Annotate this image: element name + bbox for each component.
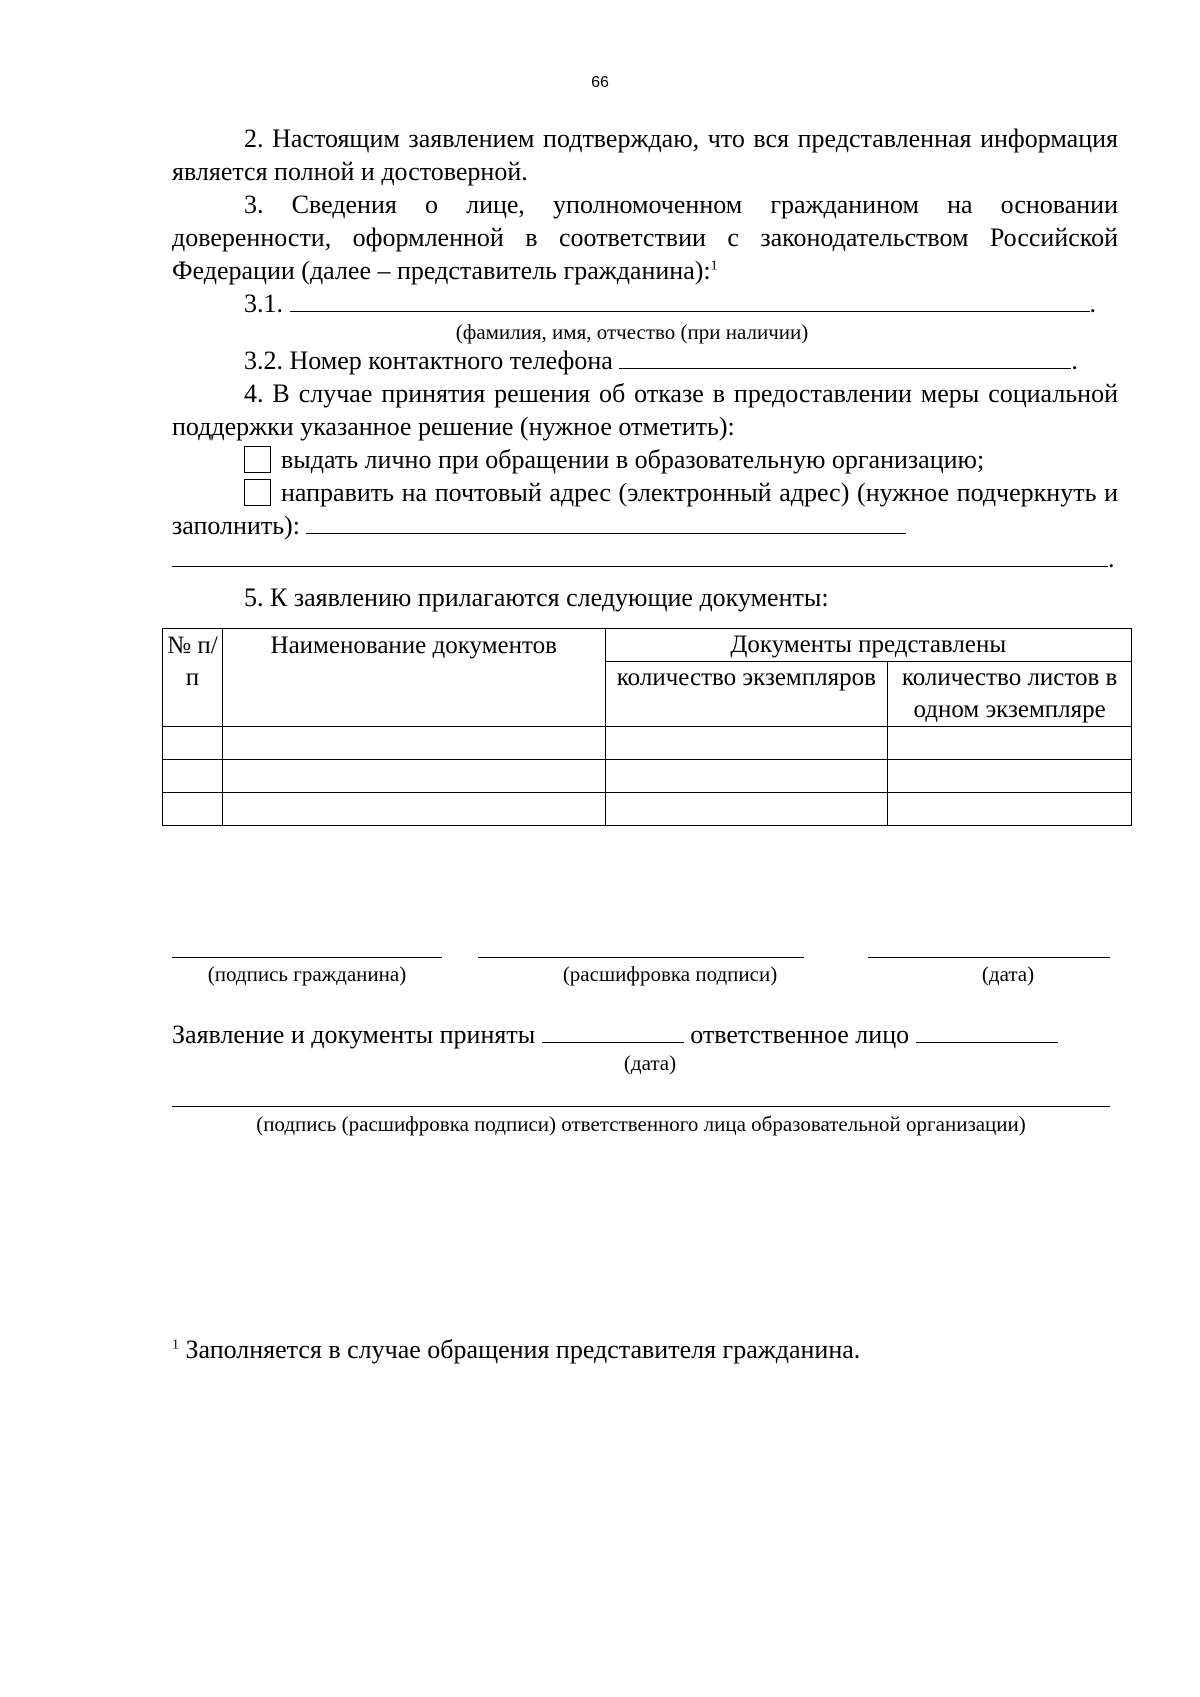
item-3-2-row: 3.2. Номер контактного телефона . bbox=[244, 346, 1078, 375]
table-cell[interactable] bbox=[222, 793, 605, 826]
responsible-field[interactable] bbox=[916, 1018, 1058, 1043]
item-4-text: 4. В случае принятия решения об отказе в предоставлении меры социальной поддержки указанное решение (нужное отметить): bbox=[172, 379, 1118, 441]
date-caption: (дата) bbox=[981, 962, 1035, 986]
signature-decoding-line[interactable] bbox=[478, 957, 804, 958]
phone-field[interactable] bbox=[619, 344, 1071, 369]
page-number: 66 bbox=[591, 74, 609, 91]
table-cell[interactable] bbox=[605, 727, 888, 760]
table-cell[interactable] bbox=[888, 760, 1132, 793]
option-2-label: направить на почтовый адрес (электронный адрес) (нужное подчеркнуть и заполнить): bbox=[172, 478, 1118, 540]
documents-table bbox=[162, 628, 1132, 826]
item-3-2-label: 3.2. Номер контактного телефона bbox=[244, 346, 613, 375]
official-signature-caption: (подпись (расшифровка подписи) ответственного лица образовательной организации) bbox=[256, 1112, 1026, 1136]
item-3-1-label: 3.1. bbox=[244, 289, 283, 318]
responsible-label: ответственное лицо bbox=[690, 1020, 910, 1049]
accepted-date-caption: (дата) bbox=[623, 1051, 677, 1075]
table-cell[interactable] bbox=[222, 760, 605, 793]
signature-decoding-caption: (расшифровка подписи) bbox=[562, 962, 778, 986]
table-cell[interactable] bbox=[163, 793, 223, 826]
table-cell[interactable] bbox=[888, 727, 1132, 760]
footnote-text: Заполняется в случае обращения представителя гражданина. bbox=[185, 1335, 861, 1364]
date-line[interactable] bbox=[868, 957, 1110, 958]
option-1-checkbox[interactable] bbox=[244, 446, 271, 473]
option-1-row bbox=[172, 443, 1118, 476]
option-2-checkbox[interactable] bbox=[244, 479, 271, 506]
table-row bbox=[163, 727, 1132, 760]
table-cell[interactable] bbox=[163, 760, 223, 793]
col-name-header: Наименование документов bbox=[222, 629, 605, 727]
address-field[interactable] bbox=[306, 509, 906, 534]
footnote-mark: 1 bbox=[710, 258, 718, 274]
official-signature-line[interactable] bbox=[172, 1106, 1110, 1107]
col-group-header: Документы представлены bbox=[605, 629, 1132, 662]
table-cell[interactable] bbox=[222, 727, 605, 760]
citizen-signature-line[interactable] bbox=[172, 957, 442, 958]
col-copies-header: количество экземпляров bbox=[605, 662, 888, 727]
table-cell[interactable] bbox=[605, 793, 888, 826]
citizen-signature-caption: (подпись гражданина) bbox=[207, 962, 407, 986]
footnote-mark: 1 bbox=[172, 1337, 179, 1353]
item-5-text: 5. К заявлению прилагаются следующие документы: bbox=[244, 583, 829, 612]
footnote bbox=[172, 1335, 860, 1365]
table-row bbox=[163, 760, 1132, 793]
item-3-1-row: 3.1. . bbox=[244, 289, 1096, 318]
item-2-text: 2. Настоящим заявлением подтверждаю, что вся представленная информация является полной и достоверной. bbox=[172, 124, 1118, 186]
item-3-body: 3. Сведения о лице, уполномоченном гражданином на основании доверенности, оформленной в соответствии с законодательством Российской Федерации (далее – представитель гражданина): bbox=[172, 190, 1118, 285]
form-body bbox=[172, 122, 1118, 614]
representative-name-caption: (фамилия, имя, отчество (при наличии) bbox=[455, 320, 809, 344]
table-cell[interactable] bbox=[888, 793, 1132, 826]
accepted-label: Заявление и документы приняты bbox=[172, 1020, 536, 1049]
col-num-header: № п/п bbox=[163, 629, 223, 727]
table-row bbox=[163, 793, 1132, 826]
accepted-row bbox=[172, 1018, 1118, 1050]
table-cell[interactable] bbox=[163, 727, 223, 760]
representative-name-field[interactable] bbox=[290, 287, 1090, 312]
col-sheets-header: количество листов в одном экземпляре bbox=[888, 662, 1132, 727]
option-1-label: выдать лично при обращении в образовательную организацию; bbox=[281, 445, 985, 474]
address-field-line-2[interactable] bbox=[172, 542, 1108, 567]
table-cell[interactable] bbox=[605, 760, 888, 793]
address-continuation-row: . bbox=[172, 542, 1118, 575]
option-2-row bbox=[172, 476, 1118, 542]
item-3-text bbox=[172, 188, 1118, 287]
accepted-date-field[interactable] bbox=[542, 1018, 684, 1043]
